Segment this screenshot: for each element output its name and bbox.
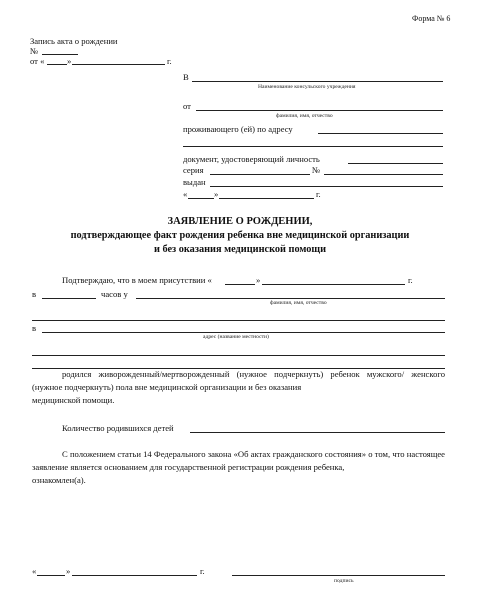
born-paragraph-last-line: медицинской помощи.: [32, 395, 115, 405]
birth-record-day-field[interactable]: [47, 55, 67, 65]
birth-in-label: в: [32, 289, 37, 299]
addressee-to-label: В: [183, 72, 189, 82]
issued-label: выдан: [183, 177, 206, 187]
children-count-field[interactable]: [190, 423, 445, 433]
law-paragraph-last-line: ознакомлен(а).: [32, 475, 86, 485]
form-number: Форма № 6: [412, 14, 451, 23]
confirm-date-mid: »: [256, 275, 261, 285]
signature-field[interactable]: [232, 566, 445, 576]
footer-month-year-field[interactable]: [72, 566, 197, 576]
issued-date-open: «: [183, 189, 188, 199]
issued-date-mid: »: [214, 189, 219, 199]
birth-record-number-label: №: [30, 46, 39, 56]
born-paragraph-text: родился живорожденный/мертворожденный (нужное подчеркнуть) ребенок мужского/ женского (нужное подчеркнуть) пола вне медицинской организации и без оказания: [32, 369, 445, 392]
applicant-fio-field[interactable]: [196, 101, 443, 111]
addressee-from-label: от: [183, 101, 191, 111]
statement-title: ЗАЯВЛЕНИЕ О РОЖДЕНИИ,: [167, 216, 313, 227]
id-number-label: №: [312, 165, 321, 175]
birth-record-number-field[interactable]: [42, 45, 78, 55]
birth-place-in-label: в: [32, 323, 37, 333]
id-series-field[interactable]: [210, 165, 310, 175]
birth-hour-field[interactable]: [42, 289, 96, 299]
issued-date-suffix: г.: [316, 189, 321, 199]
consulate-name-field[interactable]: [192, 72, 443, 82]
issued-month-year-field[interactable]: [219, 189, 314, 199]
birth-record-month-year-field[interactable]: [72, 55, 165, 65]
id-document-field[interactable]: [348, 154, 443, 164]
consulate-caption: Наименование консульского учреждения: [258, 84, 356, 90]
issued-by-field[interactable]: [210, 177, 443, 187]
footer-date-mid: »: [66, 566, 71, 576]
id-number-field[interactable]: [324, 165, 443, 175]
footer-date-suffix: г.: [200, 566, 205, 576]
birth-place-field[interactable]: [42, 323, 445, 333]
born-paragraph: [32, 368, 445, 407]
birth-place-field-2[interactable]: [32, 346, 445, 356]
birth-place-caption: адрес (название местности): [203, 334, 269, 340]
birth-month-year-field[interactable]: [262, 275, 405, 285]
law-paragraph: [32, 448, 445, 487]
children-count-label: Количество родившихся детей: [62, 423, 174, 433]
mother-fio-caption: фамилия, имя, отчество: [270, 300, 327, 306]
statement-subtitle-1: подтверждающее факт рождения ребенка вне медицинской организации: [70, 230, 410, 241]
mother-fio-field-2[interactable]: [32, 311, 445, 321]
birth-record-date-suffix: г.: [167, 56, 172, 66]
birth-record-date-mid: »: [67, 56, 72, 66]
applicant-fio-caption: фамилия, имя, отчество: [276, 113, 333, 119]
hours-label: часов у: [101, 289, 128, 299]
statement-subtitle-2: и без оказания медицинской помощи: [153, 244, 327, 255]
law-paragraph-text: С положением статьи 14 Федерального закона «Об актах гражданского состояния» о том, что настоящее заявление является основанием для государственной регистрации рождения ребенка,: [32, 449, 445, 472]
confirm-date-suffix: г.: [408, 275, 413, 285]
footer-day-field[interactable]: [37, 566, 65, 576]
series-label: серия: [183, 165, 204, 175]
birth-record-date-prefix: от «: [30, 56, 45, 66]
mother-fio-field[interactable]: [136, 289, 445, 299]
signature-caption: подпись: [334, 578, 354, 584]
residing-address-field-2[interactable]: [183, 137, 443, 147]
birth-record-title: Запись акта о рождении: [30, 36, 118, 46]
confirm-text: Подтверждаю, что в моем присутствии «: [62, 275, 212, 285]
birth-day-field[interactable]: [225, 275, 255, 285]
residing-address-field[interactable]: [318, 124, 443, 134]
footer-date-open: «: [32, 566, 37, 576]
residing-label: проживающего (ей) по адресу: [183, 124, 293, 134]
issued-day-field[interactable]: [188, 189, 214, 199]
id-document-label: документ, удостоверяющий личность: [183, 154, 320, 164]
